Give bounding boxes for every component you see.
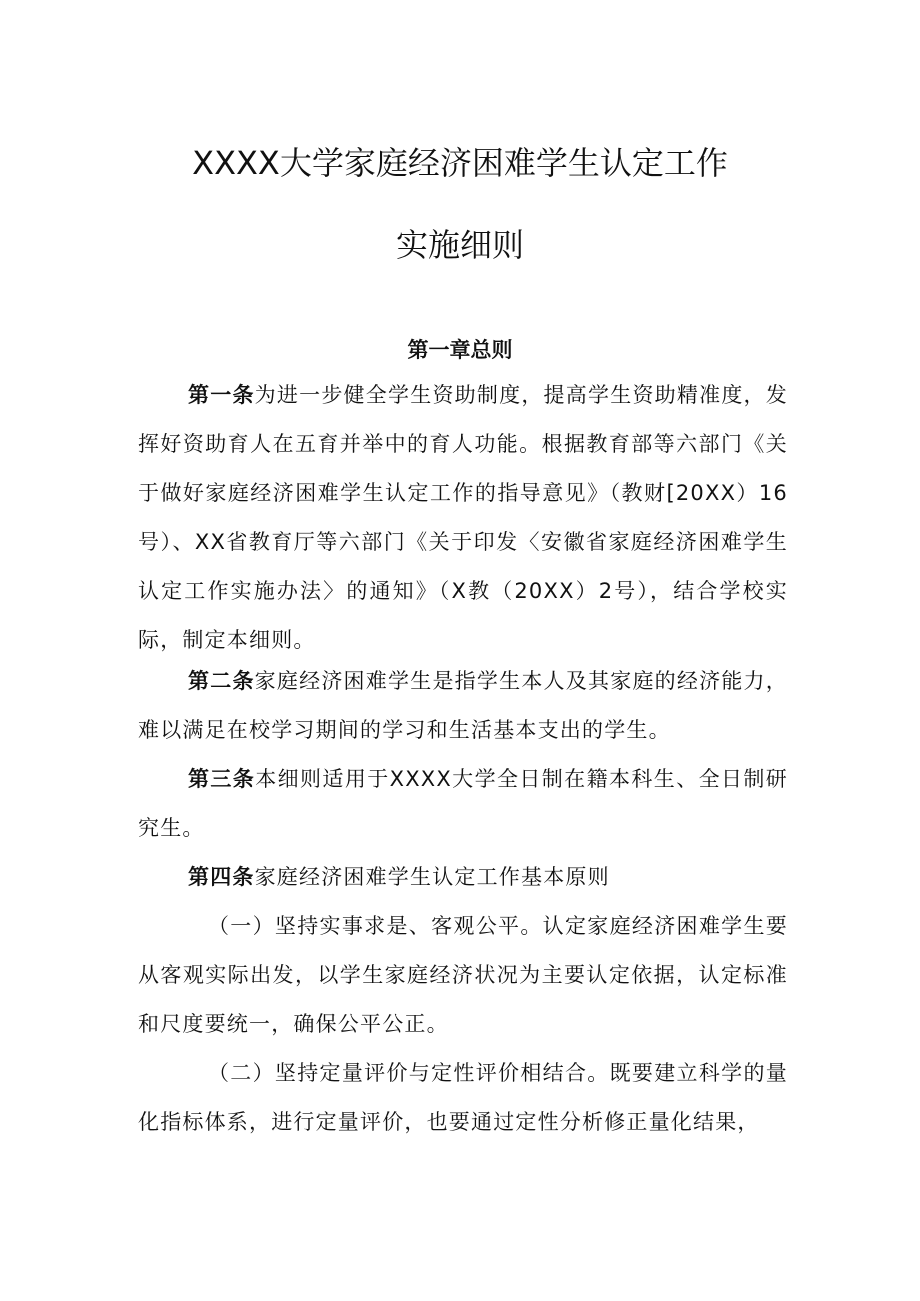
chapter-heading: 第一章总则: [407, 338, 513, 362]
principle-2: [138, 1049, 788, 1147]
article-1: [138, 371, 788, 666]
article-4-lead: 第四条: [188, 865, 255, 889]
document-title-line-1: XXXX大学家庭经济困难学生认定工作: [192, 144, 728, 182]
article-1-lead: 第一条: [188, 383, 255, 407]
principle-2-text: （二）坚持定量评价与定性评价相结合。既要建立科学的量化指标体系，进行定量评价，也要通过定性分析修正量化结果，: [138, 1061, 788, 1135]
principle-1: [138, 902, 788, 1049]
document-title-line-2: 实施细则: [395, 226, 524, 264]
article-4-text: 家庭经济困难学生认定工作基本原则: [254, 865, 610, 889]
article-3-lead: 第三条: [188, 767, 256, 791]
principle-1-text: （一）坚持实事求是、客观公平。认定家庭经济困难学生要从客观实际出发，以学生家庭经济状况为主要认定依据，认定标准和尺度要统一，确保公平公正。: [138, 914, 788, 1037]
article-4: [138, 853, 788, 902]
article-3-text: 本细则适用于XXXX大学全日制在籍本科生、全日制研究生。: [138, 767, 788, 841]
article-2: [138, 657, 788, 755]
article-2-text: 家庭经济困难学生是指学生本人及其家庭的经济能力，难以满足在校学习期间的学习和生活基本支出的学生。: [138, 669, 788, 743]
article-1-text: 为进一步健全学生资助制度，提高学生资助精准度，发挥好资助育人在五育并举中的育人功能。根据教育部等六部门《关于做好家庭经济困难学生认定工作的指导意见》（教财[20XX）16号）、XX省教育厅等六部门《关于印发〈安徽省家庭经济困难学生认定工作实施办法〉的通知》（X教（20XX）2号），结合学校实际，制定本细则。: [138, 383, 788, 653]
article-2-lead: 第二条: [188, 669, 255, 693]
article-3: [138, 755, 788, 853]
